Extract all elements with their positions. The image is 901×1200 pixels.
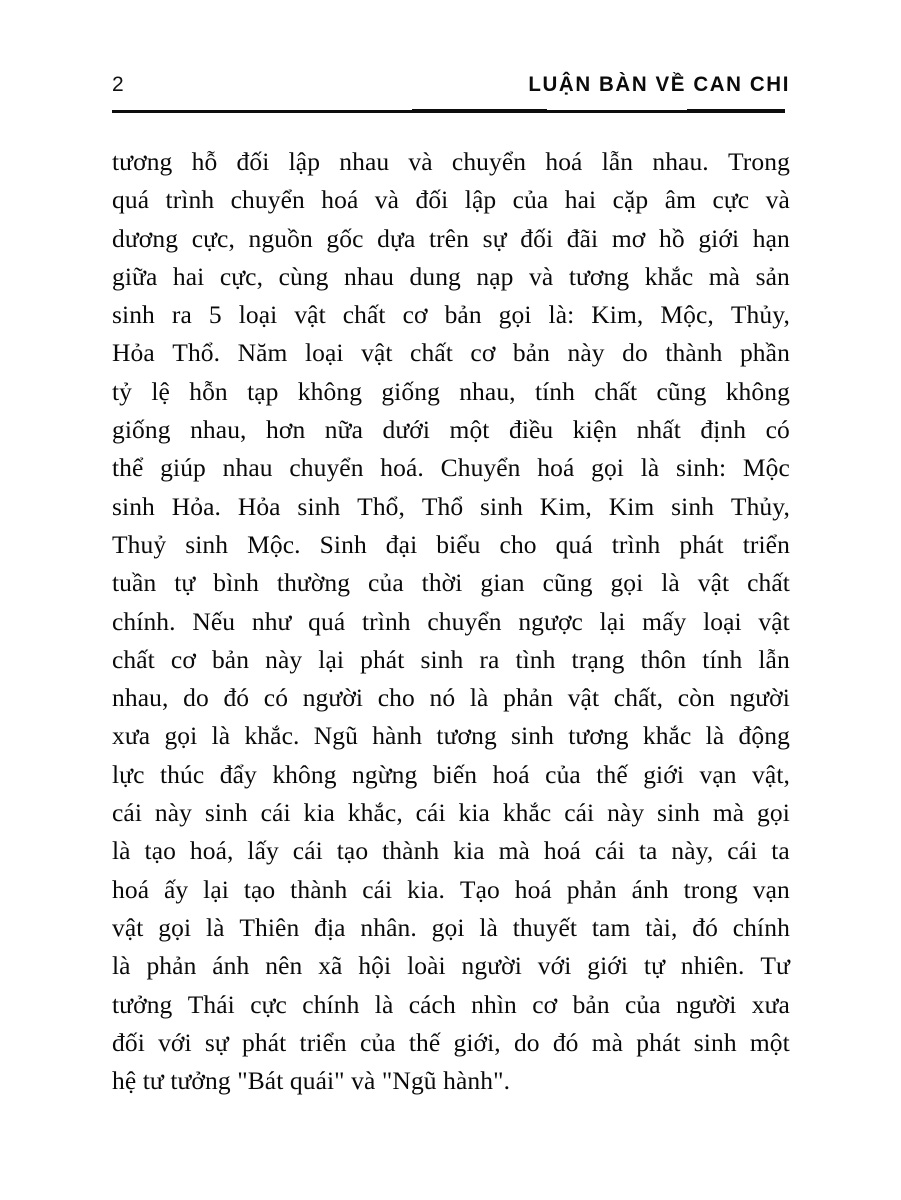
text-line: cái này sinh cái kia khắc, cái kia khắc cái này sinh mà gọi <box>112 798 790 828</box>
text-line: là tạo hoá, lấy cái tạo thành kia mà hoá cái ta này, cái ta <box>112 836 790 866</box>
text-line: Thuỷ sinh Mộc. Sinh đại biểu cho quá trình phát triển <box>112 529 790 559</box>
text-line: hệ tư tưởng "Bát quái" và "Ngũ hành". <box>112 1066 511 1096</box>
text-line: giữa hai cực, cùng nhau dung nạp và tương khắc mà sản <box>112 261 790 291</box>
text-line: chất cơ bản này lại phát sinh ra tình trạng thôn tính lẫn <box>112 644 790 674</box>
text-line: tưởng Thái cực chính là cách nhìn cơ bản của người xưa <box>112 989 790 1019</box>
text-line: nhau, do đó có người cho nó là phản vật chất, còn người <box>112 683 790 713</box>
text-line: tỷ lệ hỗn tạp không giống nhau, tính chất cũng không <box>112 376 790 406</box>
page-header <box>112 74 790 108</box>
text-line: dương cực, nguồn gốc dựa trên sự đối đãi mơ hồ giới hạn <box>112 223 790 253</box>
text-line: quá trình chuyển hoá và đối lập của hai cặp âm cực và <box>112 185 790 215</box>
text-line: đối với sự phát triển của thế giới, do đó mà phát sinh một <box>112 1027 790 1057</box>
text-line: là phản ánh nên xã hội loài người với giới tự nhiên. Tư <box>112 951 790 981</box>
page-number: 2 <box>112 73 125 96</box>
text-line: Hỏa Thổ. Năm loại vật chất cơ bản này do thành phần <box>112 338 790 368</box>
running-title: LUẬN BÀN VỀ CAN CHI <box>528 72 790 97</box>
header-divider <box>112 110 785 113</box>
text-line: lực thúc đẩy không ngừng biến hoá của thế giới vạn vật, <box>112 759 790 789</box>
text-line: chính. Nếu như quá trình chuyển ngược lại mấy loại vật <box>112 606 790 636</box>
text-line: tuần tự bình thường của thời gian cũng gọi là vật chất <box>112 568 790 598</box>
text-line: vật gọi là Thiên địa nhân. gọi là thuyết tam tài, đó chính <box>112 912 790 942</box>
text-line: sinh ra 5 loại vật chất cơ bản gọi là: Kim, Mộc, Thủy, <box>112 300 790 330</box>
text-line: sinh Hỏa. Hỏa sinh Thổ, Thổ sinh Kim, Kim sinh Thủy, <box>112 491 790 521</box>
text-line: thể giúp nhau chuyển hoá. Chuyển hoá gọi là sinh: Mộc <box>112 453 790 483</box>
text-line: tương hỗ đối lập nhau và chuyển hoá lẫn nhau. Trong <box>112 147 790 176</box>
text-line: xưa gọi là khắc. Ngũ hành tương sinh tương khắc là động <box>112 721 790 751</box>
text-line: hoá ấy lại tạo thành cái kia. Tạo hoá phản ánh trong vạn <box>112 874 790 904</box>
body-paragraph <box>112 143 790 1100</box>
text-line: giống nhau, hơn nữa dưới một điều kiện nhất định có <box>112 415 790 445</box>
